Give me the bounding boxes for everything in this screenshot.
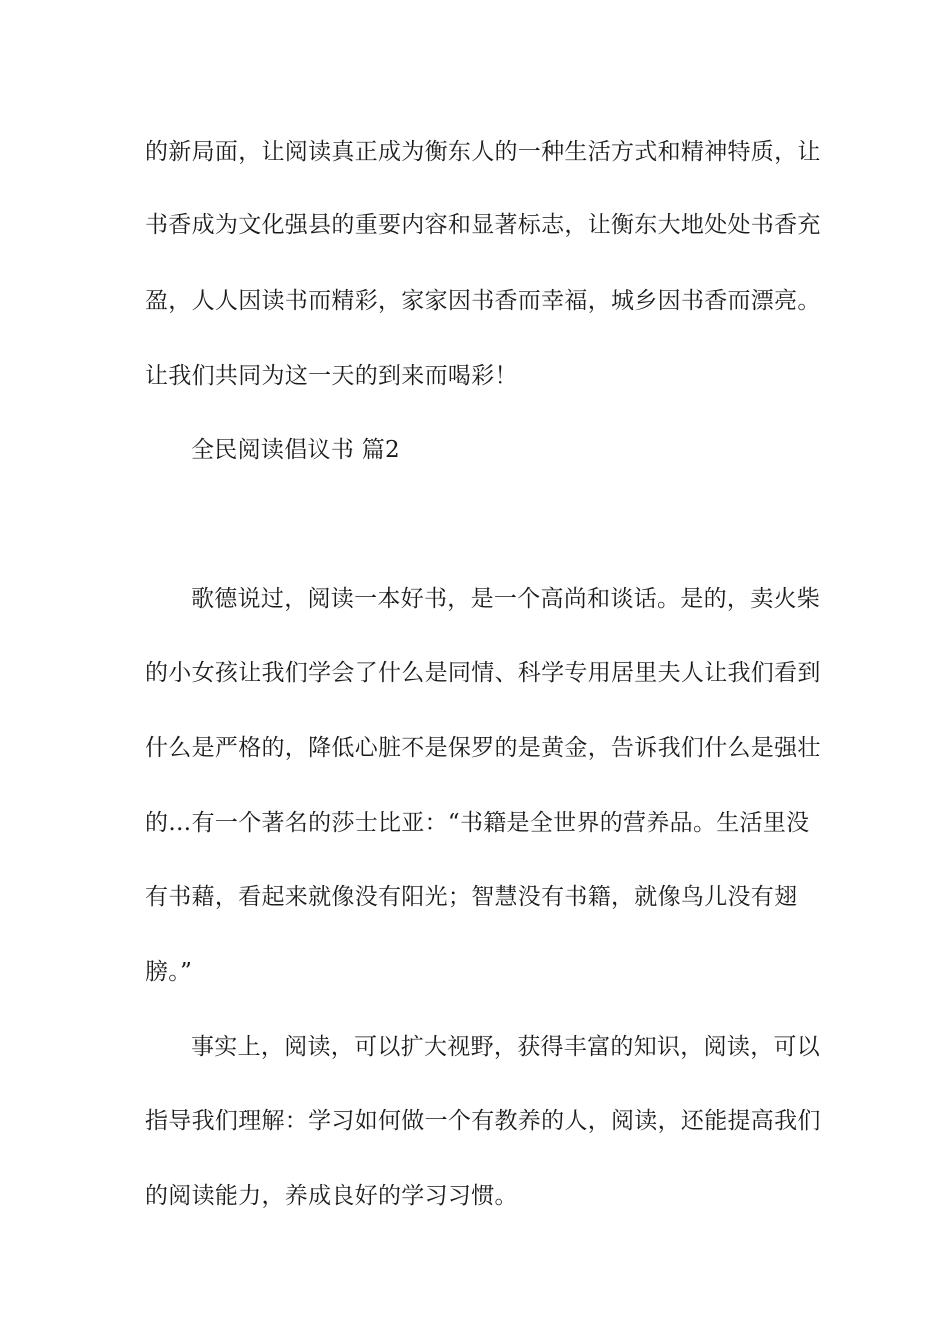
section-heading: 全民阅读倡议书 篇2 [191,437,400,463]
paragraph-2-line-4: 的…有一个著名的莎士比亚：“书籍是全世界的营养品。生活里没 [145,810,810,836]
paragraph-3-line-1: 事实上，阅读，可以扩大视野，获得丰富的知识，阅读，可以 [191,1034,821,1060]
paragraph-2-line-6: 膀。” [145,959,193,985]
paragraph-2-line-3: 什么是严格的，降低心脏不是保罗的是黄金，告诉我们什么是强壮 [145,735,821,761]
paragraph-2-line-1: 歌德说过，阅读一本好书，是一个高尚和谈话。是的，卖火柴 [191,586,821,612]
paragraph-2-line-2: 的小女孩让我们学会了什么是同情、科学专用居里夫人让我们看到 [145,660,821,686]
paragraph-1-line-3: 盈，人人因读书而精彩，家家因书香而幸福，城乡因书香而漂亮。 [145,288,821,314]
paragraph-3-line-2: 指导我们理解：学习如何做一个有教养的人，阅读，还能提高我们 [145,1108,821,1134]
paragraph-1-line-4: 让我们共同为这一天的到来而喝彩！ [145,363,518,389]
paragraph-2-line-5: 有书藉，看起来就像没有阳光；智慧没有书籍，就像鸟儿没有翅 [145,884,798,910]
paragraph-3-line-3: 的阅读能力，养成良好的学习习惯。 [145,1183,518,1209]
paragraph-1-line-1: 的新局面，让阅读真正成为衡东人的一种生活方式和精神特质，让 [145,139,821,165]
paragraph-1-line-2: 书香成为文化强县的重要内容和显著标志，让衡东大地处处书香充 [145,212,821,238]
